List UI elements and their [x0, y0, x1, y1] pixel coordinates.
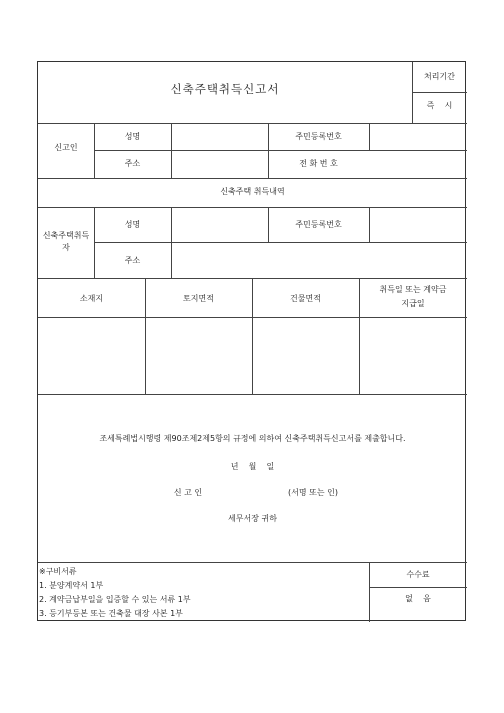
date-line: 년 월 일	[230, 462, 275, 471]
reporter-address-label: 주소	[124, 159, 141, 168]
header-right-divider	[412, 92, 467, 93]
declaration-statement: 조세특례법시행령 제90조제2제5항의 규정에 의하여 신축주택취득신고서를 제출합니다.	[99, 434, 406, 443]
reporter-address-field[interactable]	[172, 151, 267, 178]
document-item: 3. 등기부등본 또는 건축물 대장 사본 1부	[39, 609, 183, 618]
documents-heading: ※구비서류	[39, 567, 77, 576]
acquirer-id-field[interactable]	[370, 208, 466, 242]
acquisition-section-title: 신축주택 취득내역	[220, 187, 285, 196]
divider	[38, 178, 467, 179]
divider	[94, 207, 95, 278]
reporter-name-field[interactable]	[172, 124, 267, 150]
processing-period-label: 처리기간	[424, 72, 455, 81]
reporter-phone-label: 전 화 번 호	[299, 159, 338, 168]
reporter-phone-field[interactable]	[370, 151, 466, 178]
recipient-line: 세무서장 귀하	[228, 514, 277, 523]
signature-label: (서명 또는 인)	[288, 488, 338, 497]
col-date-header: 취득일 또는 계약금	[379, 285, 447, 294]
divider	[38, 394, 467, 395]
divider	[38, 562, 467, 563]
acquirer-section-label-cont: 자	[62, 243, 70, 252]
fee-value: 없 음	[405, 594, 431, 603]
reporter-name-label: 성명	[124, 132, 141, 141]
report-form	[37, 61, 466, 621]
reporter-id-field[interactable]	[370, 124, 466, 150]
acquirer-address-field[interactable]	[172, 243, 466, 278]
document-item: 2. 계약금납부일을 입증할 수 있는 서류 1부	[39, 595, 191, 604]
acquirer-address-label: 주소	[124, 256, 141, 265]
col-date-header-cont: 지급일	[401, 299, 425, 308]
reporter-section-label: 신고인	[54, 143, 78, 152]
date-cell[interactable]	[360, 318, 466, 394]
building-area-cell[interactable]	[253, 318, 358, 394]
divider	[369, 587, 467, 588]
acquirer-id-label: 주민등록번호	[295, 220, 342, 229]
acquirer-name-label: 성명	[124, 220, 141, 229]
col-building-area-header: 건물면적	[290, 294, 321, 303]
col-land-area-header: 토지면적	[183, 294, 214, 303]
reporter-sign-label: 신 고 인	[173, 488, 203, 497]
form-title: 신축주택취득신고서	[170, 82, 280, 96]
fee-label: 수수료	[406, 570, 430, 579]
land-area-cell[interactable]	[146, 318, 251, 394]
processing-period-value: 즉 시	[426, 101, 453, 110]
document-item: 1. 분양계약서 1부	[39, 581, 104, 590]
col-location-header: 소재지	[79, 294, 104, 303]
reporter-id-label: 주민등록번호	[295, 132, 342, 141]
acquirer-section-label: 신축주택취득	[42, 231, 90, 240]
location-cell[interactable]	[39, 318, 144, 394]
acquirer-name-field[interactable]	[172, 208, 267, 242]
